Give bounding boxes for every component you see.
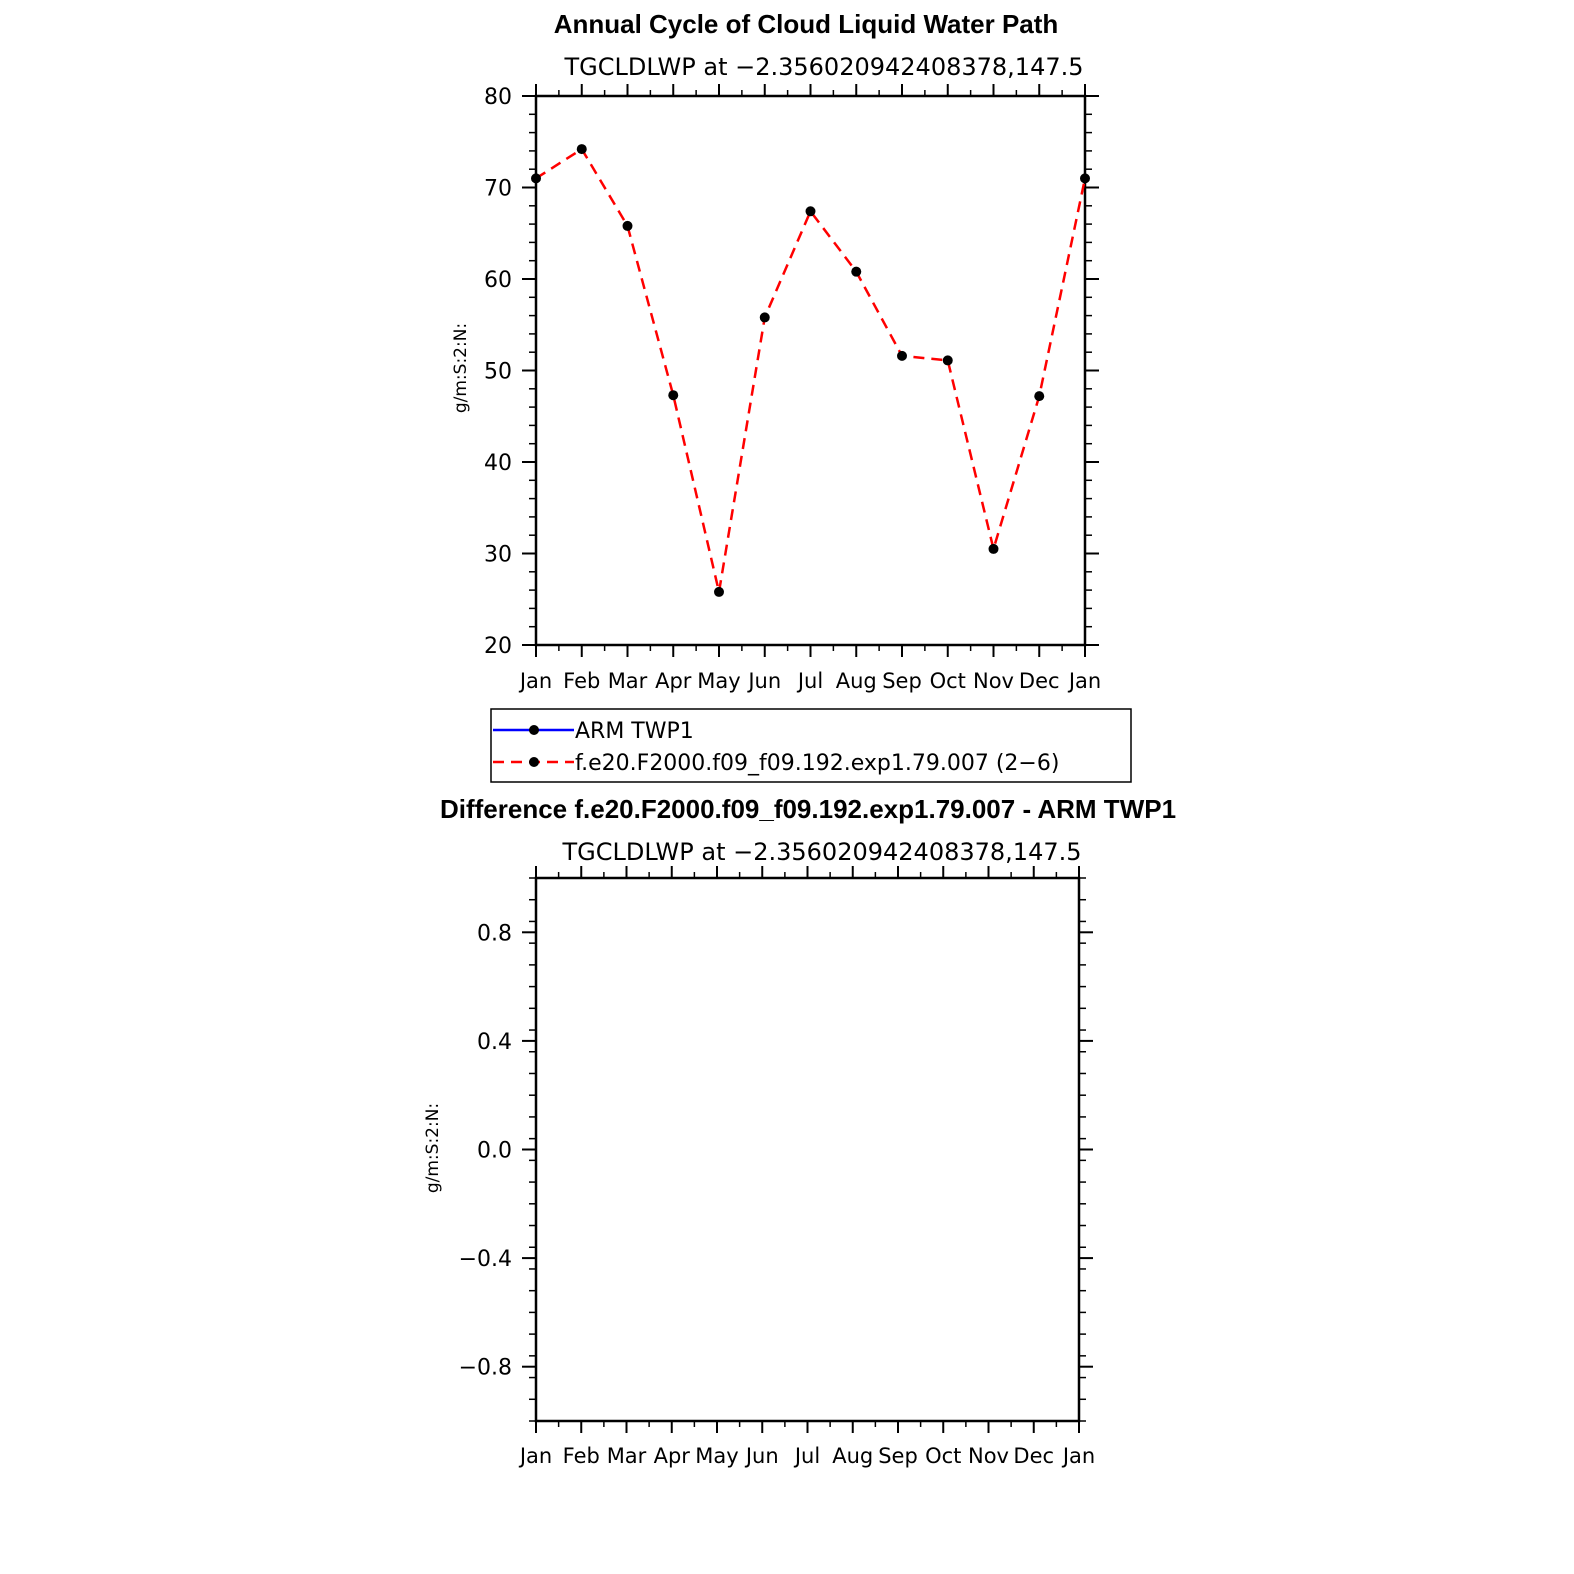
chart1-ytick-label: 60 xyxy=(484,268,512,293)
chart1-series-point xyxy=(1080,173,1090,183)
chart2-subtitle: TGCLDLWP at −2.356020942408378,147.5 xyxy=(562,838,1082,866)
chart1-xtick-label: Jun xyxy=(748,669,782,693)
legend-marker-model xyxy=(529,757,539,767)
chart1-series-point xyxy=(668,390,678,400)
chart2-frame xyxy=(536,878,1079,1421)
chart1-series-point xyxy=(623,221,633,231)
chart1-xtick-label: Aug xyxy=(835,669,877,693)
chart2-xtick-label: Jul xyxy=(794,1444,821,1468)
chart1-series-point xyxy=(943,355,953,365)
chart2-title: Difference f.e20.F2000.f09_f09.192.exp1.79.007 - ARM TWP1 xyxy=(439,794,1177,824)
legend-label-obs: ARM TWP1 xyxy=(575,719,694,744)
chart1-xtick-label: Sep xyxy=(882,669,922,693)
chart2-ytick-label: −0.4 xyxy=(458,1247,512,1273)
chart2-xtick-label: Mar xyxy=(606,1444,647,1468)
chart1-ytick-label: 70 xyxy=(484,176,512,202)
chart1-ytick-label: 30 xyxy=(484,542,512,568)
chart2-xtick-label: Oct xyxy=(925,1444,962,1468)
chart2-ytick-label: 0.8 xyxy=(477,921,512,947)
chart1-xtick-label: Jan xyxy=(1068,669,1102,693)
chart1-xtick-label: Nov xyxy=(973,669,1014,693)
chart2-xtick-label: Nov xyxy=(968,1444,1009,1468)
chart2-xtick-label: Aug xyxy=(832,1444,874,1468)
chart1-series-point xyxy=(897,351,907,361)
chart1-xtick-label: Jan xyxy=(519,669,553,693)
chart1-series-point xyxy=(760,312,770,322)
chart1-series-point xyxy=(577,144,587,154)
chart1-plot xyxy=(484,84,1101,693)
chart2-xtick-label: Feb xyxy=(562,1444,600,1468)
legend-label-model: f.e20.F2000.f09_f09.192.exp1.79.007 (2−6) xyxy=(575,751,1060,776)
chart1-subtitle: TGCLDLWP at −2.356020942408378,147.5 xyxy=(564,53,1084,81)
chart1-ytick-label: 50 xyxy=(484,359,512,385)
chart1-xtick-label: Mar xyxy=(607,669,648,693)
chart2-ylabel: g/m:S:2:N: xyxy=(423,1102,443,1194)
chart1-ytick-label: 80 xyxy=(484,85,512,110)
chart1-frame xyxy=(536,96,1085,645)
chart1-title: Annual Cycle of Cloud Liquid Water Path xyxy=(553,9,1059,39)
chart2-xtick-label: Dec xyxy=(1013,1444,1055,1468)
chart1-series-point xyxy=(714,587,724,597)
chart1-series-point xyxy=(1034,391,1044,401)
chart2-xtick-label: May xyxy=(695,1444,739,1468)
chart2-ytick-label: −0.8 xyxy=(458,1355,512,1381)
chart1-series-point xyxy=(531,173,541,183)
legend xyxy=(491,709,1131,782)
chart2-xtick-label: Jan xyxy=(1062,1444,1096,1468)
chart1-xtick-label: Dec xyxy=(1018,669,1060,693)
chart1-ytick-label: 20 xyxy=(484,634,512,659)
chart1-series-point xyxy=(806,206,816,216)
chart1-xtick-label: Apr xyxy=(655,669,692,693)
chart1-xtick-label: Jul xyxy=(797,669,824,693)
chart2-xtick-label: Jun xyxy=(745,1444,779,1468)
chart2-xtick-label: Sep xyxy=(878,1444,918,1468)
chart2-ytick-label: 0.0 xyxy=(477,1138,512,1164)
chart2-xtick-label: Apr xyxy=(653,1444,690,1468)
chart1-ylabel: g/m:S:2:N: xyxy=(451,322,471,414)
chart2-xtick-label: Jan xyxy=(519,1444,553,1468)
chart1-ytick-label: 40 xyxy=(484,451,512,476)
chart2-ytick-label: 0.4 xyxy=(477,1029,512,1055)
chart1-series-point xyxy=(851,267,861,277)
chart1-xtick-label: Oct xyxy=(929,669,966,693)
chart1-xtick-label: May xyxy=(697,669,741,693)
chart2-plot xyxy=(459,866,1096,1468)
chart1-xtick-label: Feb xyxy=(563,669,601,693)
chart1-series-point xyxy=(989,544,999,554)
legend-marker-obs xyxy=(529,725,539,735)
